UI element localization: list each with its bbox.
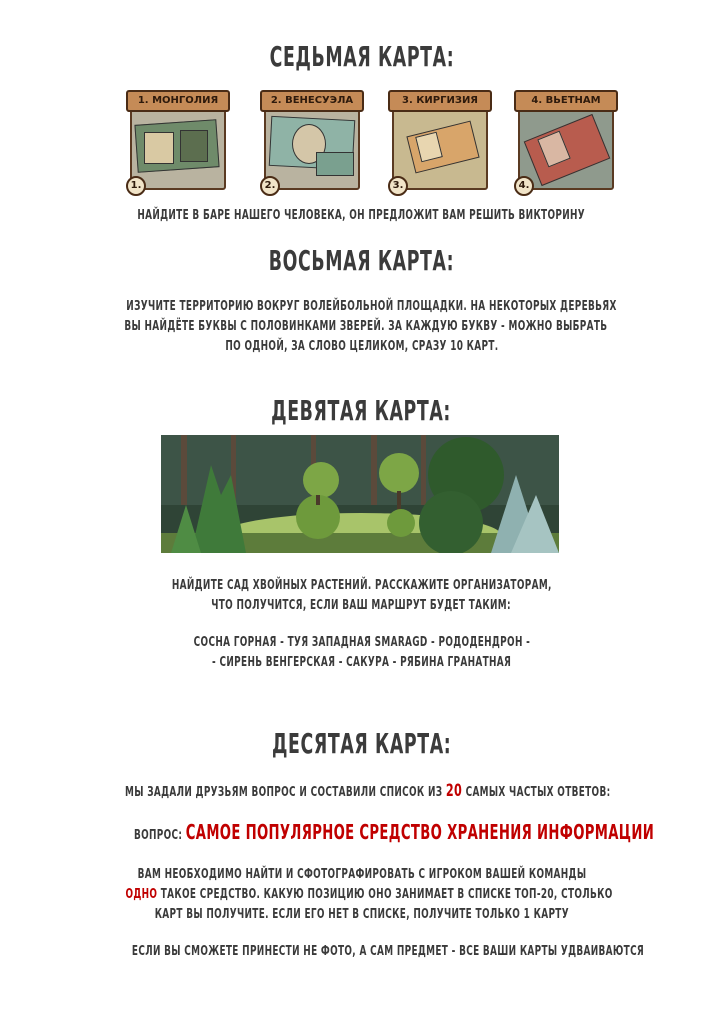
card9-title: ДЕВЯТАЯ КАРТА: [271, 394, 452, 427]
task-line: КАРТ ВЫ ПОЛУЧИТЕ. ЕСЛИ ЕГО НЕТ В СПИСКЕ, ПОЛУЧИТЕ ТОЛЬКО 1 КАРТУ [154, 906, 569, 922]
task-line: ВАМ НЕОБХОДИМО НАЙТИ И СФОТОГРАФИРОВАТЬ С ИГРОКОМ ВАШЕЙ КОМАНДЫ [137, 866, 586, 882]
card8-instructions [0, 296, 723, 356]
card8-heading [0, 244, 723, 277]
card7-text: НАЙДИТЕ В БАРЕ НАШЕГО ЧЕЛОВЕКА, ОН ПРЕДЛОЖИТ ВАМ РЕШИТЬ ВИКТОРИНУ [137, 207, 586, 223]
card8-line: ВЫ НАЙДЁТЕ БУКВЫ С ПОЛОВИНКАМИ ЗВЕРЕЙ. ЗА КАЖДУЮ БУКВУ - МОЖНО ВЫБРАТЬ [124, 318, 608, 334]
card-label: 1. МОНГОЛИЯ [126, 90, 230, 112]
task-emphasis: ОДНО [125, 886, 158, 902]
route-line: СОСНА ГОРНАЯ - ТУЯ ЗАПАДНАЯ SMARAGD - РОДОДЕНДРОН - [193, 634, 530, 650]
card10-bonus [0, 941, 723, 961]
mongolia-banknote-illustration [130, 102, 226, 190]
card-label: 2. ВЕНЕСУЭЛА [260, 90, 364, 112]
card-option-vietnam[interactable] [512, 88, 616, 196]
venezuela-banknote-illustration [264, 102, 360, 190]
card10-heading [0, 727, 723, 760]
card8-title: ВОСЬМАЯ КАРТА: [268, 244, 455, 277]
vietnam-banknote-illustration [518, 102, 614, 190]
question-label: ВОПРОС: [133, 827, 183, 843]
card9-line: НАЙДИТЕ САД ХВОЙНЫХ РАСТЕНИЙ. РАССКАЖИТЕ ОРГАНИЗАТОРАМ, [171, 577, 552, 593]
conifer-garden-illustration [161, 435, 559, 553]
card9-line: ЧТО ПОЛУЧИТСЯ, ЕСЛИ ВАШ МАРШРУТ БУДЕТ ТАКИМ: [211, 597, 512, 613]
card10-intro [0, 781, 723, 802]
country-cards [124, 88, 602, 198]
task-line: ТАКОЕ СРЕДСТВО. КАКУЮ ПОЗИЦИЮ ОНО ЗАНИМАЕТ В СПИСКЕ ТОП-20, СТОЛЬКО [160, 886, 613, 902]
intro-number: 20 [445, 781, 463, 801]
card-label: 4. ВЬЕТНАМ [514, 90, 618, 112]
card8-line: ПО ОДНОЙ, ЗА СЛОВО ЦЕЛИКОМ, СРАЗУ 10 КАРТ. [224, 338, 499, 354]
card10-task [0, 864, 723, 924]
card-option-venezuela[interactable] [258, 88, 362, 196]
card7-heading [0, 40, 723, 73]
card7-instructions [0, 205, 723, 225]
bonus-text: ЕСЛИ ВЫ СМОЖЕТЕ ПРИНЕСТИ НЕ ФОТО, А САМ ПРЕДМЕТ - ВСЕ ВАШИ КАРТЫ УДВАИВАЮТСЯ [131, 943, 645, 959]
card7-title: СЕДЬМАЯ КАРТА: [269, 40, 454, 73]
card-option-mongolia[interactable] [124, 88, 228, 196]
question-text: САМОЕ ПОПУЛЯРНОЕ СРЕДСТВО ХРАНЕНИЯ ИНФОРМАЦИИ [185, 820, 655, 844]
card-option-kyrgyzstan[interactable] [386, 88, 490, 196]
kyrgyzstan-banknote-illustration [392, 102, 488, 190]
card-number: 4. [514, 176, 534, 196]
card9-instructions [0, 575, 723, 615]
card-number: 3. [388, 176, 408, 196]
card10-title: ДЕСЯТАЯ КАРТА: [271, 727, 452, 760]
card-label: 3. КИРГИЗИЯ [388, 90, 492, 112]
route-line: - СИРЕНЬ ВЕНГЕРСКАЯ - САКУРА - РЯБИНА ГРАНАТНАЯ [211, 654, 512, 670]
card-number: 2. [260, 176, 280, 196]
intro-text: САМЫХ ЧАСТЫХ ОТВЕТОВ: [465, 784, 611, 800]
card8-line: ИЗУЧИТЕ ТЕРРИТОРИЮ ВОКРУГ ВОЛЕЙБОЛЬНОЙ ПЛОЩАДКИ. НА НЕКОТОРЫХ ДЕРЕВЬЯХ [126, 298, 617, 314]
intro-text: МЫ ЗАДАЛИ ДРУЗЬЯМ ВОПРОС И СОСТАВИЛИ СПИСОК ИЗ [125, 784, 443, 800]
card-number: 1. [126, 176, 146, 196]
card9-heading [0, 394, 723, 427]
card9-route [0, 632, 723, 672]
card10-question [0, 822, 723, 845]
